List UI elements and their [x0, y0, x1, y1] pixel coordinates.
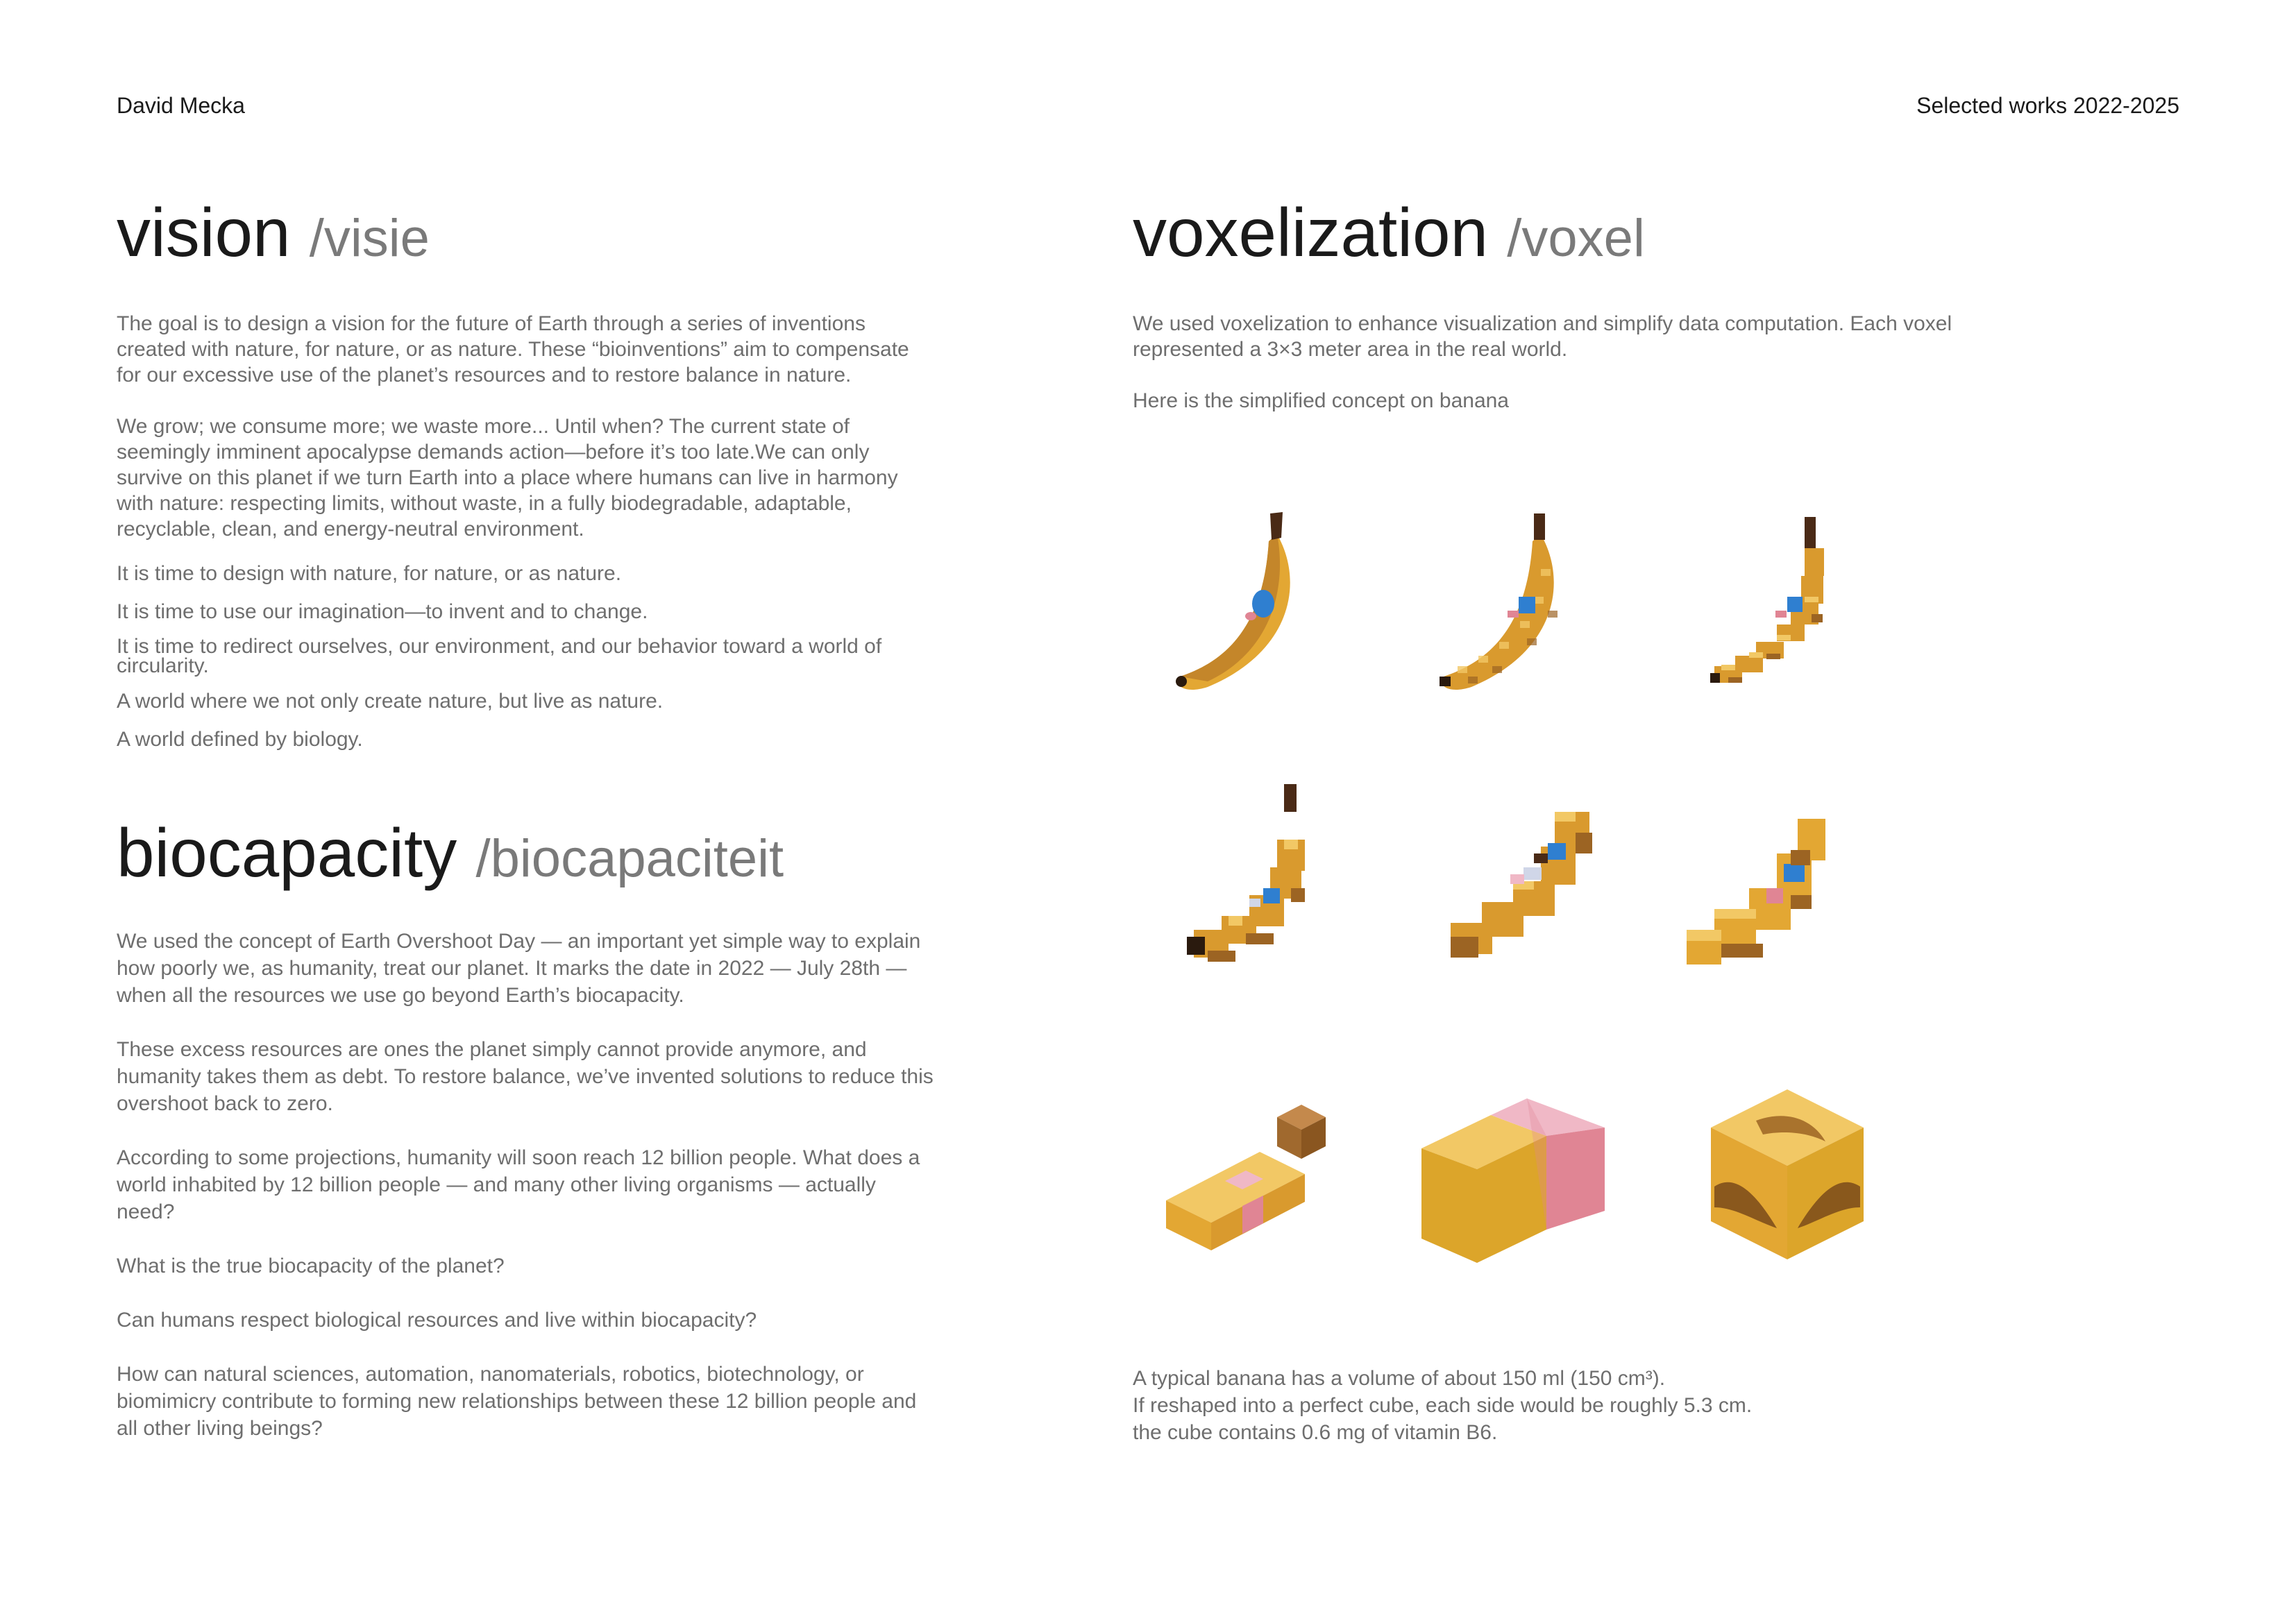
biocapacity-text: [117, 928, 939, 1442]
vision-statement: It is time to redirect ourselves, our environment, and our behavior toward a world of circularity.: [117, 635, 882, 677]
biocapacity-paragraph: We used the concept of Earth Overshoot Day — an important yet simple way to explain how poorly we, as humanity, treat our planet. It marks the date in 2022 — July 28th — when all the resources we use go beyond Earth’s biocapacity.: [117, 930, 921, 1007]
biocapacity-question: What is the true biocapacity of the planet?: [117, 1255, 505, 1277]
vision-statement: A world defined by biology.: [117, 728, 363, 751]
voxelization-text: [1133, 311, 1966, 414]
vision-heading-word: vision: [117, 194, 291, 271]
voxelization-heading: [1133, 194, 1645, 271]
voxelization-heading-translation: /voxel: [1507, 209, 1645, 268]
biocapacity-question: How can natural sciences, automation, nanomaterials, robotics, biotechnology, or biomimicry contribute to forming new relationships between these 12 billion people and all other living beings?: [117, 1363, 917, 1440]
banana-voxel-medium-figure: [1700, 500, 1853, 694]
vision-heading-translation: /visie: [309, 209, 430, 268]
vision-paragraph: We grow; we consume more; we waste more... Until when? The current state of seemingly imminent apocalypse demands action—before it’s too late.We can only survive on this planet if we turn Earth into a place where humans can live in harmony with nature: respecting limits, without waste, in a fully biodegradable, adaptable, recyclable, clean, and energy-neutral environment.: [117, 415, 898, 541]
banana-voxel-fine-figure: [1430, 500, 1582, 694]
biocapacity-heading: [117, 815, 784, 891]
voxelization-paragraph: Here is the simplified concept on banana: [1133, 389, 1509, 412]
vision-statement: A world where we not only create nature, but live as nature.: [117, 690, 664, 713]
portfolio-title: Selected works 2022-2025: [1916, 93, 2179, 118]
biocapacity-question: Can humans respect biological resources and live within biocapacity?: [117, 1309, 757, 1332]
banana-voxel-coarser-figure: [1444, 805, 1624, 978]
banana-voxel-blocky-figure: [1687, 812, 1853, 978]
vision-text: [117, 311, 939, 752]
voxelization-heading-word: voxelization: [1133, 194, 1489, 271]
biocapacity-paragraph: These excess resources are ones the planet simply cannot provide anymore, and humanity takes them as debt. To restore balance, we’ve invented solutions to reduce this overshoot back to zero.: [117, 1038, 934, 1115]
banana-fact: the cube contains 0.6 mg of vitamin B6.: [1133, 1421, 1498, 1444]
banana-original-figure: [1166, 500, 1319, 694]
author-name: David Mecka: [117, 93, 245, 118]
banana-box-figure: [1416, 1093, 1610, 1266]
vision-heading: [117, 194, 430, 271]
voxelization-paragraph: We used voxelization to enhance visualization and simplify data computation. Each voxel represented a 3×3 meter area in the real world.: [1133, 312, 1952, 361]
biocapacity-heading-translation: /biocapaciteit: [475, 829, 784, 888]
banana-cube-figure: [1707, 1089, 1867, 1263]
vision-paragraph: The goal is to design a vision for the future of Earth through a series of inventions created with nature, for nature, or as nature. These “bioinventions” aim to compensate for our excessive use of the planet’s resources and to restore balance in nature.: [117, 312, 909, 386]
vision-statement: It is time to design with nature, for nature, or as nature.: [117, 562, 622, 585]
banana-fact: A typical banana has a volume of about 150 ml (150 cm³).: [1133, 1367, 1666, 1390]
vision-statement: It is time to use our imagination—to invent and to change.: [117, 600, 648, 623]
biocapacity-paragraph: According to some projections, humanity will soon reach 12 billion people. What does a world inhabited by 12 billion people — and many other living organisms — actually need?: [117, 1146, 920, 1223]
banana-facts: [1133, 1365, 2035, 1446]
banana-fact: If reshaped into a perfect cube, each side would be roughly 5.3 cm.: [1133, 1394, 1753, 1417]
banana-voxel-coarse-figure: [1180, 784, 1333, 978]
banana-voxel-bar-figure: [1166, 1096, 1347, 1256]
biocapacity-heading-word: biocapacity: [117, 815, 457, 891]
